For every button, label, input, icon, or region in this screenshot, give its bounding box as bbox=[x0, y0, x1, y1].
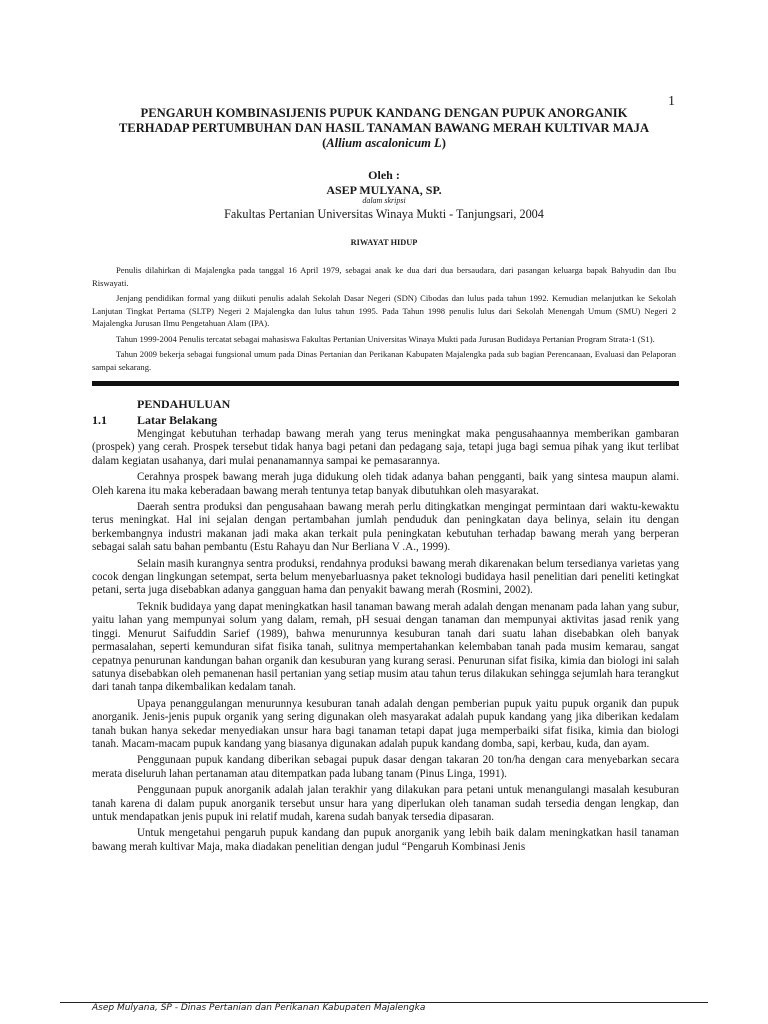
bio-heading: RIWAYAT HIDUP bbox=[350, 238, 418, 247]
subsection-title: Latar Belakang bbox=[137, 413, 218, 427]
body-paragraph: Upaya penanggulangan menurunnya kesuburan tanah adalah dengan pemberian pupuk yaitu pupuk organik dan pupuk anorganik. Jenis-jenis pupuk organik yang sering digunakan oleh masyarakat adalah pupuk kandang yang jika diberikan kedalam tanah bukan hanya sekedar menyediakan unsur hara bagi tanaman tetapi dapat juga memperbaiki sifat fisika, kimia dan biologi tanah. Macam-macam pupuk kandang yang biasanya digunakan adalah pupuk kandang domba, sapi, kerbau, kuda, dan ayam. bbox=[92, 697, 679, 750]
bio-paragraph: Tahun 2009 bekerja sebagai fungsional umum pada Dinas Pertanian dan Perikanan Kabupaten Majalengka pada sub bagian Perencanaan, Evaluasi dan Pelaporan sampai sekarang. bbox=[92, 349, 676, 372]
body-paragraph: Mengingat kebutuhan terhadap bawang merah yang terus meningkat maka pengusahaannya memberikan gambaran (prospek) yang cerah. Prospek tersebut tidak hanya bagi petani dan pedagang saja, tetapi juga bagi semua pihak yang ikut terlibat dalam kegiatan usahanya, dari mulai penanamannya sampai ke pemasarannya. bbox=[92, 428, 679, 467]
affiliation: Fakultas Pertanian Universitas Winaya Mukti - Tanjungsari, 2004 bbox=[224, 207, 544, 221]
title-line-3 bbox=[60, 136, 708, 151]
title-line-1: PENGARUH KOMBINASIJENIS PUPUK KANDANG DENGAN PUPUK ANORGANIK bbox=[140, 106, 628, 120]
body-paragraph: Teknik budidaya yang dapat meningkatkan hasil tanaman bawang merah adalah dengan menanam pada lahan yang subur, yaitu lahan yang mempunyai solum yang dalam, remah, pH sesuai dengan tanaman dan mempunyai aktivitas jasad renik yang tinggi. Menurut Saifuddin Sarief (1989), bahwa menurunnya kesuburan tanah dari suatu lahan disebabkan oleh banyak permasalahan, seperti kemunduran sifat fisika tanah, sulitnya mempertahankan kelembaban tanah pada musim kemarau, sangat cepatnya penurunan kandungan bahan organik dan kesuburan yang kurang serasi. Penurunan sifat fisika, kimia dan biologi ini salah satunya disebabkan oleh pemanenan hasil pertanian yang setiap musim atau tahun terus dilakukan sehingga sejumlah hara terangkut dari tanah tanpa dikembalikan kedalam tanah. bbox=[92, 600, 679, 694]
bio-paragraph: Tahun 1999-2004 Penulis tercatat sebagai mahasiswa Fakultas Pertanian Universitas Winaya Mukti pada Jurusan Budidaya Pertanian Program Strata-1 (S1). bbox=[116, 333, 655, 344]
bio-section bbox=[92, 264, 676, 376]
body-text bbox=[92, 428, 679, 857]
page-footer: Asep Mulyana, SP - Dinas Pertanian dan Perikanan Kabupaten Majalengka bbox=[92, 1003, 426, 1013]
scientific-name-open: ( bbox=[322, 136, 327, 150]
body-paragraph: Penggunaan pupuk anorganik adalah jalan terakhir yang dilakukan para petani untuk menangulangi masalah kesuburan tanah karena di dalam pupuk anorganik tersebut unsur hara yang diperlukan oleh tanaman sudah tersedia dengan lengkap, dan untuk mendapatkan jenis pupuk ini relatif mudah, karena sudah banyak tersedia dipasaran. bbox=[92, 784, 679, 823]
body-paragraph: Untuk mengetahui pengaruh pupuk kandang dan pupuk anorganik yang lebih baik dalam meningkatkan hasil tanaman bawang merah kultivar Maja, maka diadakan penelitian dengan judul “Pengaruh Kombinasi Jenis bbox=[92, 827, 679, 853]
bio-paragraph: Penulis dilahirkan di Majalengka pada tanggal 16 April 1979, sebagai anak ke dua dari dua bersaudara, dari pasangan keluarga bapak Bahyudin dan Ibu Riswayati. bbox=[92, 265, 676, 288]
title-line-2: TERHADAP PERTUMBUHAN DAN HASIL TANAMAN BAWANG MERAH KULTIVAR MAJA bbox=[118, 121, 650, 135]
body-paragraph: Penggunaan pupuk kandang diberikan sebagai pupuk dasar dengan takaran 20 ton/ha dengan cara menyebarkan secara merata diseluruh lahan pertanaman atau ditempatkan pada lubang tanam (Pinus Linga, 1991). bbox=[92, 754, 679, 780]
author-name: ASEP MULYANA, SP. bbox=[326, 183, 442, 197]
section-divider bbox=[92, 381, 679, 386]
paper-title bbox=[60, 106, 708, 151]
byline-label: Oleh : bbox=[368, 168, 400, 182]
subsection-heading bbox=[92, 413, 217, 428]
body-paragraph: Cerahnya prospek bawang merah juga didukung oleh tidak adanya bahan pengganti, baik yang sintesa maupun alami. Oleh karena itu maka keberadaan bawang merah tentunya tetap banyak dibutuhkan oleh masyarakat. bbox=[92, 471, 679, 497]
body-paragraph: Selain masih kurangnya sentra produksi, rendahnya produksi bawang merah dikarenakan belum tersedianya varietas yang cocok dengan lingkungan setempat, serta belum menyebarluasnya paket teknologi budidaya hasil penelitian dari peneliti ketingkat petani, serta juga disebabkan adanya gangguan hama dan penyakit bawang merah (Rosmini, 2002). bbox=[92, 557, 679, 597]
author-note: dalam skripsi bbox=[362, 196, 406, 205]
body-paragraph: Daerah sentra produksi dan pengusahaan bawang merah perlu ditingkatkan mengingat permintaan dari waktu-kewaktu terus meningkat. Hal ini sejalan dengan pertambahan jumlah penduduk dan peningkatan daya belinya, selain itu dengan berkembangnya industri makanan jadi maka akan terkait pula peningkatan kebutuhan terhadap bawang merah yang berperan sebagai salah satu bahan pembantu (Estu Rahayu dan Nur Berliana V .A., 1999). bbox=[92, 501, 679, 554]
page-number: 1 bbox=[668, 94, 675, 109]
subsection-number: 1.1 bbox=[92, 413, 107, 427]
section-heading: PENDAHULUAN bbox=[137, 397, 231, 411]
bio-paragraph: Jenjang pendidikan formal yang diikuti penulis adalah Sekolah Dasar Negeri (SDN) Cibodas dan lulus pada tahun 1992. Kemudian melanjutkan ke Sekolah Lanjutan Tingkat Pertama (SLTP) Negeri 2 Majalengka dan lulus tahun 1995. Pada Tahun 1998 penulis lulus dari Sekolah Menengah Umum (SMU) Negeri 2 Majalengka Jurusan Ilmu Pengetahuan Alam (IPA). bbox=[92, 293, 676, 328]
scientific-name: Allium ascalonicum L bbox=[326, 136, 442, 150]
scientific-name-close: ) bbox=[441, 136, 446, 150]
